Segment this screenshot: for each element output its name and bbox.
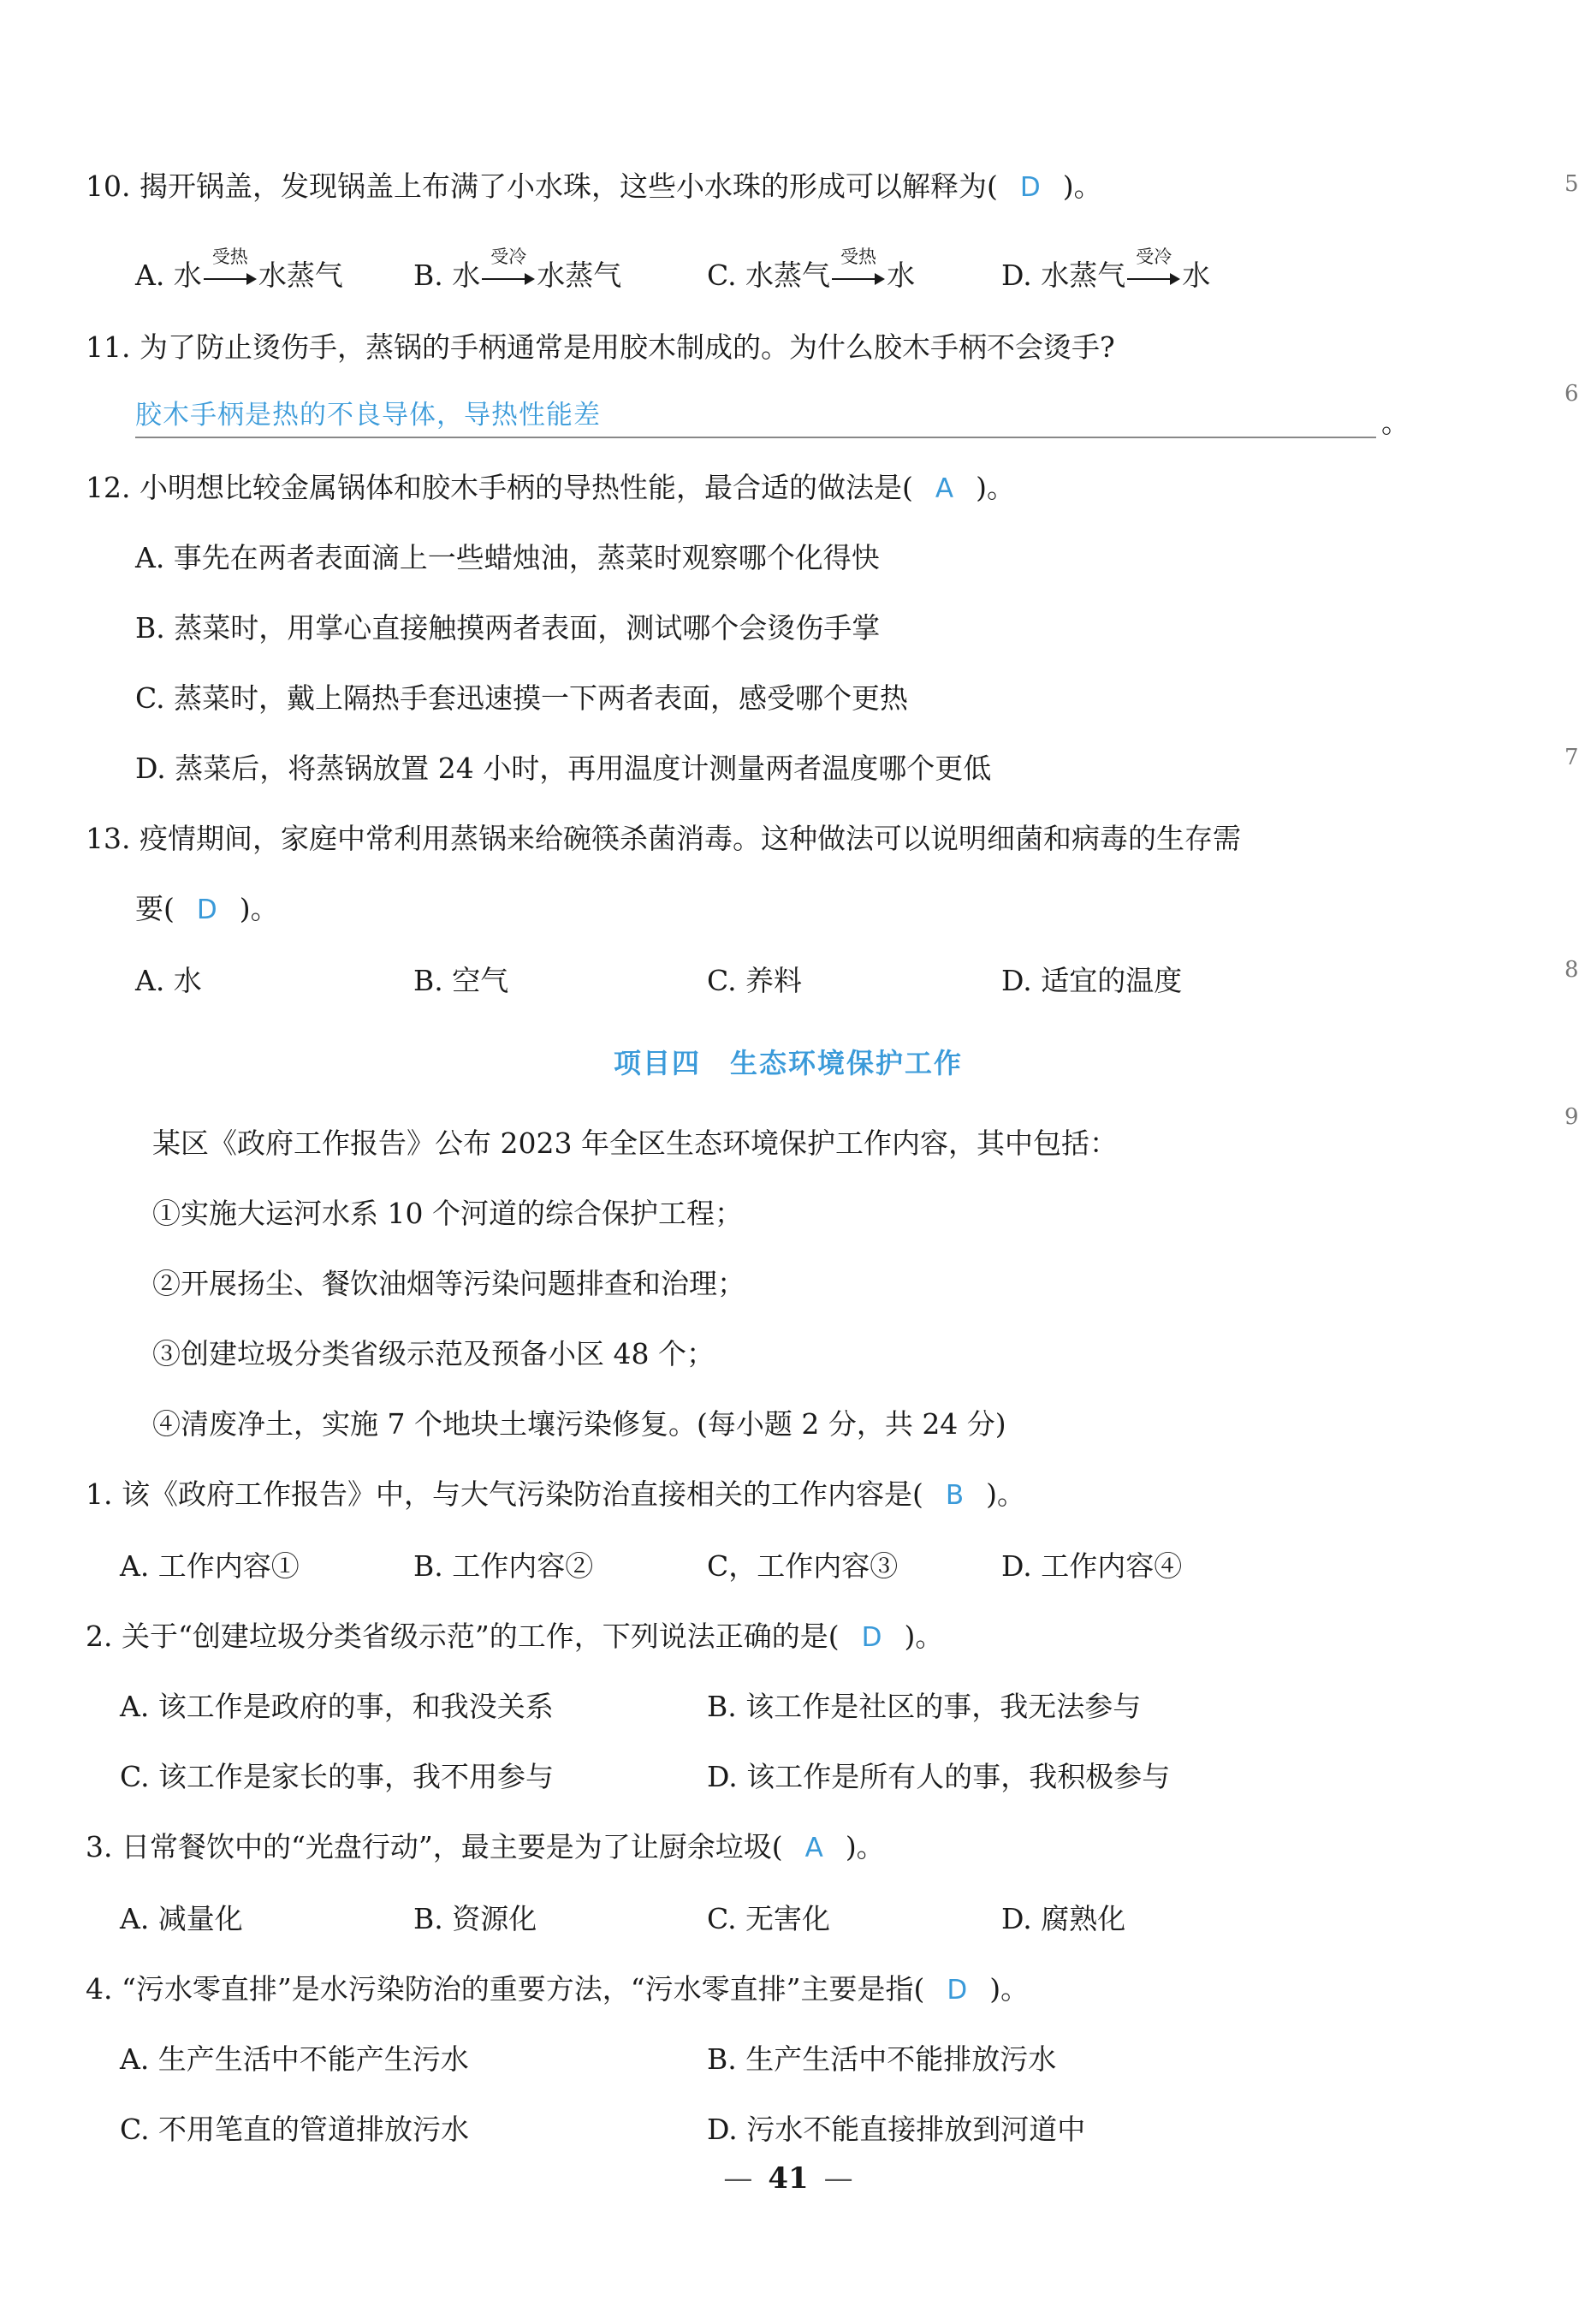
- option-a: A. 减量化: [120, 1902, 243, 1935]
- question-close: )。: [1062, 169, 1102, 203]
- option-a: A. 工作内容①: [120, 1549, 300, 1583]
- question-13: 13. 疫情期间，家庭中常利用蒸锅来给碗筷杀菌消毒。这种做法可以说明细菌和病毒的生存需: [86, 822, 1241, 855]
- option-b: B. 空气: [413, 964, 509, 997]
- arrow-icon: 受冷: [482, 264, 535, 290]
- page-number: 41: [768, 2161, 809, 2196]
- answer-fill-line: 胶木手柄是热的不良导体，导热性能差: [135, 394, 1376, 438]
- work-item-1: ①实施大运河水系 10 个河道的综合保护工程；: [152, 1197, 743, 1230]
- option-b: B. 资源化: [413, 1902, 537, 1935]
- question-3-options: [120, 1893, 1318, 1945]
- option-a: A. 生产生活中不能产生污水: [120, 2042, 469, 2076]
- work-item-4: ④清废净土，实施 7 个地块土壤污染修复。(每小题 2 分，共 24 分): [152, 1407, 1006, 1441]
- question-13-options: [135, 955, 1333, 1007]
- option-c: C，工作内容③: [707, 1549, 899, 1583]
- question-4-options-row1: [120, 2034, 1404, 2085]
- question-close: )。: [239, 892, 279, 925]
- question-close: )。: [976, 471, 1015, 504]
- question-2-options-row1: [120, 1681, 1404, 1733]
- arrow-icon: 受冷: [1127, 264, 1180, 290]
- question-stem: 要(: [135, 892, 175, 925]
- option-a: A. 水 受热 水蒸气: [135, 247, 343, 292]
- page-footer: [0, 2157, 1576, 2200]
- question-2: [86, 1611, 943, 1662]
- question-10-options: [135, 247, 1333, 301]
- question-stem: 1. 该《政府工作报告》中，与大气污染防治直接相关的工作内容是(: [86, 1477, 923, 1511]
- question-stem: 12. 小明想比较金属锅体和胶木手柄的导热性能，最合适的做法是(: [86, 471, 913, 504]
- option-c: C. 蒸菜时，戴上隔热手套迅速摸一下两者表面，感受哪个更热: [135, 681, 909, 715]
- answer-mark: D: [196, 895, 217, 925]
- option-b: B. 水 受冷 水蒸气: [413, 247, 622, 292]
- option-c: C. 无害化: [707, 1902, 831, 1935]
- option-d: D. 蒸菜后，将蒸锅放置 24 小时，再用温度计测量两者温度哪个更低: [135, 752, 992, 785]
- option-d: D. 污水不能直接排放到河道中: [707, 2113, 1086, 2146]
- question-11: 11. 为了防止烫伤手，蒸锅的手柄通常是用胶木制成的。为什么胶木手柄不会烫手?: [86, 330, 1115, 364]
- question-12: [86, 462, 1015, 514]
- work-item-2: ②开展扬尘、餐饮油烟等污染问题排查和治理；: [152, 1267, 745, 1300]
- question-1: [86, 1469, 1025, 1520]
- question-10: [86, 161, 1102, 212]
- answer-mark: A: [935, 473, 954, 504]
- question-stem: 2. 关于“创建垃圾分类省级示范”的工作，下列说法正确的是(: [86, 1620, 840, 1653]
- work-item-3: ③创建垃圾分类省级示范及预备小区 48 个；: [152, 1337, 715, 1370]
- question-stem: 3. 日常餐饮中的“光盘行动”，最主要是为了让厨余垃圾(: [86, 1830, 783, 1863]
- answer-mark: A: [804, 1833, 823, 1863]
- edge-mark: 5: [1564, 171, 1579, 197]
- option-c: C. 不用笔直的管道排放污水: [120, 2113, 470, 2146]
- question-1-options: [120, 1541, 1318, 1592]
- arrow-icon: 受热: [832, 264, 885, 290]
- question-stem: 10. 揭开锅盖，发现锅盖上布满了小水珠，这些小水珠的形成可以解释为(: [86, 169, 998, 203]
- question-4-options-row2: [120, 2104, 1404, 2155]
- section-intro: 某区《政府工作报告》公布 2023 年全区生态环境保护工作内容，其中包括：: [152, 1126, 1118, 1160]
- edge-mark: 6: [1564, 381, 1579, 407]
- answer-mark: D: [947, 1975, 968, 2006]
- edge-mark: 7: [1564, 745, 1579, 770]
- option-d: D. 工作内容④: [1001, 1549, 1183, 1583]
- answer-mark: D: [861, 1622, 882, 1653]
- footer-dash-right: —: [823, 2161, 853, 2196]
- option-b: B. 该工作是社区的事，我无法参与: [707, 1690, 1142, 1723]
- answer-mark: B: [945, 1480, 965, 1511]
- edge-mark: 8: [1564, 957, 1579, 983]
- option-b: B. 工作内容②: [413, 1549, 594, 1583]
- option-c: C. 水蒸气 受热 水: [707, 247, 916, 292]
- option-c: C. 养料: [707, 964, 803, 997]
- question-2-options-row2: [120, 1751, 1404, 1803]
- question-close: )。: [986, 1477, 1026, 1511]
- edge-mark: 9: [1564, 1104, 1579, 1130]
- option-b: B. 生产生活中不能排放污水: [707, 2042, 1057, 2076]
- question-stem: 4. “污水零直排”是水污染防治的重要方法，“污水零直排”主要是指(: [86, 1972, 925, 2006]
- question-close: )。: [845, 1830, 885, 1863]
- option-a: A. 水: [135, 964, 202, 997]
- option-b: B. 蒸菜时，用掌心直接触摸两者表面，测试哪个会烫伤手掌: [135, 611, 881, 645]
- answer-mark: D: [1019, 172, 1041, 203]
- option-d: D. 水蒸气 受冷 水: [1001, 247, 1211, 292]
- question-close: )。: [989, 1972, 1030, 2006]
- option-d: D. 适宜的温度: [1001, 964, 1183, 997]
- fill-end-period: 。: [1381, 406, 1410, 439]
- option-c: C. 该工作是家长的事，我不用参与: [120, 1760, 555, 1793]
- question-4: [86, 1964, 1029, 2015]
- question-13-cont: [135, 883, 279, 935]
- option-a: A. 事先在两者表面滴上一些蜡烛油，蒸菜时观察哪个化得快: [135, 541, 880, 574]
- option-d: D. 该工作是所有人的事，我积极参与: [707, 1760, 1171, 1793]
- option-d: D. 腐熟化: [1001, 1902, 1126, 1935]
- question-3: [86, 1822, 885, 1873]
- question-close: )。: [904, 1620, 944, 1653]
- footer-dash-left: —: [723, 2161, 753, 2196]
- option-a: A. 该工作是政府的事，和我没关系: [120, 1690, 554, 1723]
- section-title: 项目四 生态环境保护工作: [613, 1047, 963, 1079]
- arrow-icon: 受热: [204, 264, 257, 290]
